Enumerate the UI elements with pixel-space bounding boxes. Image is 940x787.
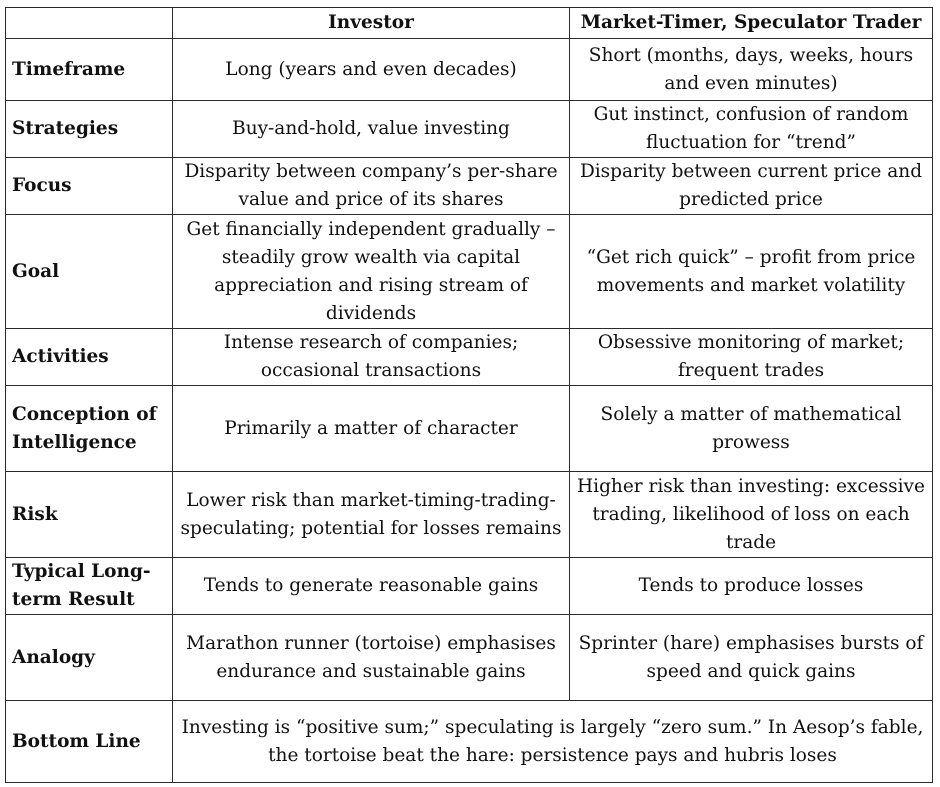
- table-row: [6, 615, 933, 701]
- header-row: [6, 8, 933, 39]
- row-label-analogy: Analogy: [6, 615, 173, 701]
- trader-cell: Short (months, days, weeks, hours and even minutes): [570, 39, 933, 101]
- table-row: [6, 215, 933, 329]
- row-label-bottom-line: Bottom Line: [6, 701, 173, 783]
- row-label-conception: Conception of Intelligence: [6, 386, 173, 472]
- row-label-activities: Activities: [6, 329, 173, 386]
- table-row: [6, 386, 933, 472]
- header-corner-cell: [6, 8, 173, 39]
- row-label-focus: Focus: [6, 158, 173, 215]
- trader-cell: Solely a matter of mathematical prowess: [570, 386, 933, 472]
- investor-cell: Long (years and even decades): [173, 39, 570, 101]
- row-label-long-term-result: Typical Long-term Result: [6, 558, 173, 615]
- investor-cell: Primarily a matter of character: [173, 386, 570, 472]
- investor-cell: Tends to generate reasonable gains: [173, 558, 570, 615]
- investor-cell: Lower risk than market-timing-trading-speculating; potential for losses remains: [173, 472, 570, 558]
- table-row: [6, 101, 933, 158]
- trader-cell: Disparity between current price and predicted price: [570, 158, 933, 215]
- trader-cell: Obsessive monitoring of market; frequent trades: [570, 329, 933, 386]
- bottom-line-row: [6, 701, 933, 783]
- trader-cell: Gut instinct, confusion of random fluctuation for “trend”: [570, 101, 933, 158]
- investor-cell: Get financially independent gradually – steadily grow wealth via capital appreciation and rising stream of dividends: [173, 215, 570, 329]
- trader-cell: Higher risk than investing: excessive trading, likelihood of loss on each trade: [570, 472, 933, 558]
- table-row: [6, 329, 933, 386]
- trader-cell: Tends to produce losses: [570, 558, 933, 615]
- trader-cell: “Get rich quick” – profit from price movements and market volatility: [570, 215, 933, 329]
- table-row: [6, 39, 933, 101]
- header-trader: Market-Timer, Speculator Trader: [570, 8, 933, 39]
- comparison-table: [5, 7, 933, 783]
- investor-cell: Marathon runner (tortoise) emphasises endurance and sustainable gains: [173, 615, 570, 701]
- table-row: [6, 158, 933, 215]
- row-label-strategies: Strategies: [6, 101, 173, 158]
- investor-cell: Buy-and-hold, value investing: [173, 101, 570, 158]
- investor-cell: Disparity between company’s per-share value and price of its shares: [173, 158, 570, 215]
- investor-cell: Intense research of companies; occasional transactions: [173, 329, 570, 386]
- row-label-risk: Risk: [6, 472, 173, 558]
- row-label-goal: Goal: [6, 215, 173, 329]
- trader-cell: Sprinter (hare) emphasises bursts of speed and quick gains: [570, 615, 933, 701]
- row-label-timeframe: Timeframe: [6, 39, 173, 101]
- header-investor: Investor: [173, 8, 570, 39]
- bottom-line-text: Investing is “positive sum;” speculating is largely “zero sum.” In Aesop’s fable, the tortoise beat the hare: persistence pays and hubris loses: [173, 701, 933, 783]
- table-row: [6, 558, 933, 615]
- table-row: [6, 472, 933, 558]
